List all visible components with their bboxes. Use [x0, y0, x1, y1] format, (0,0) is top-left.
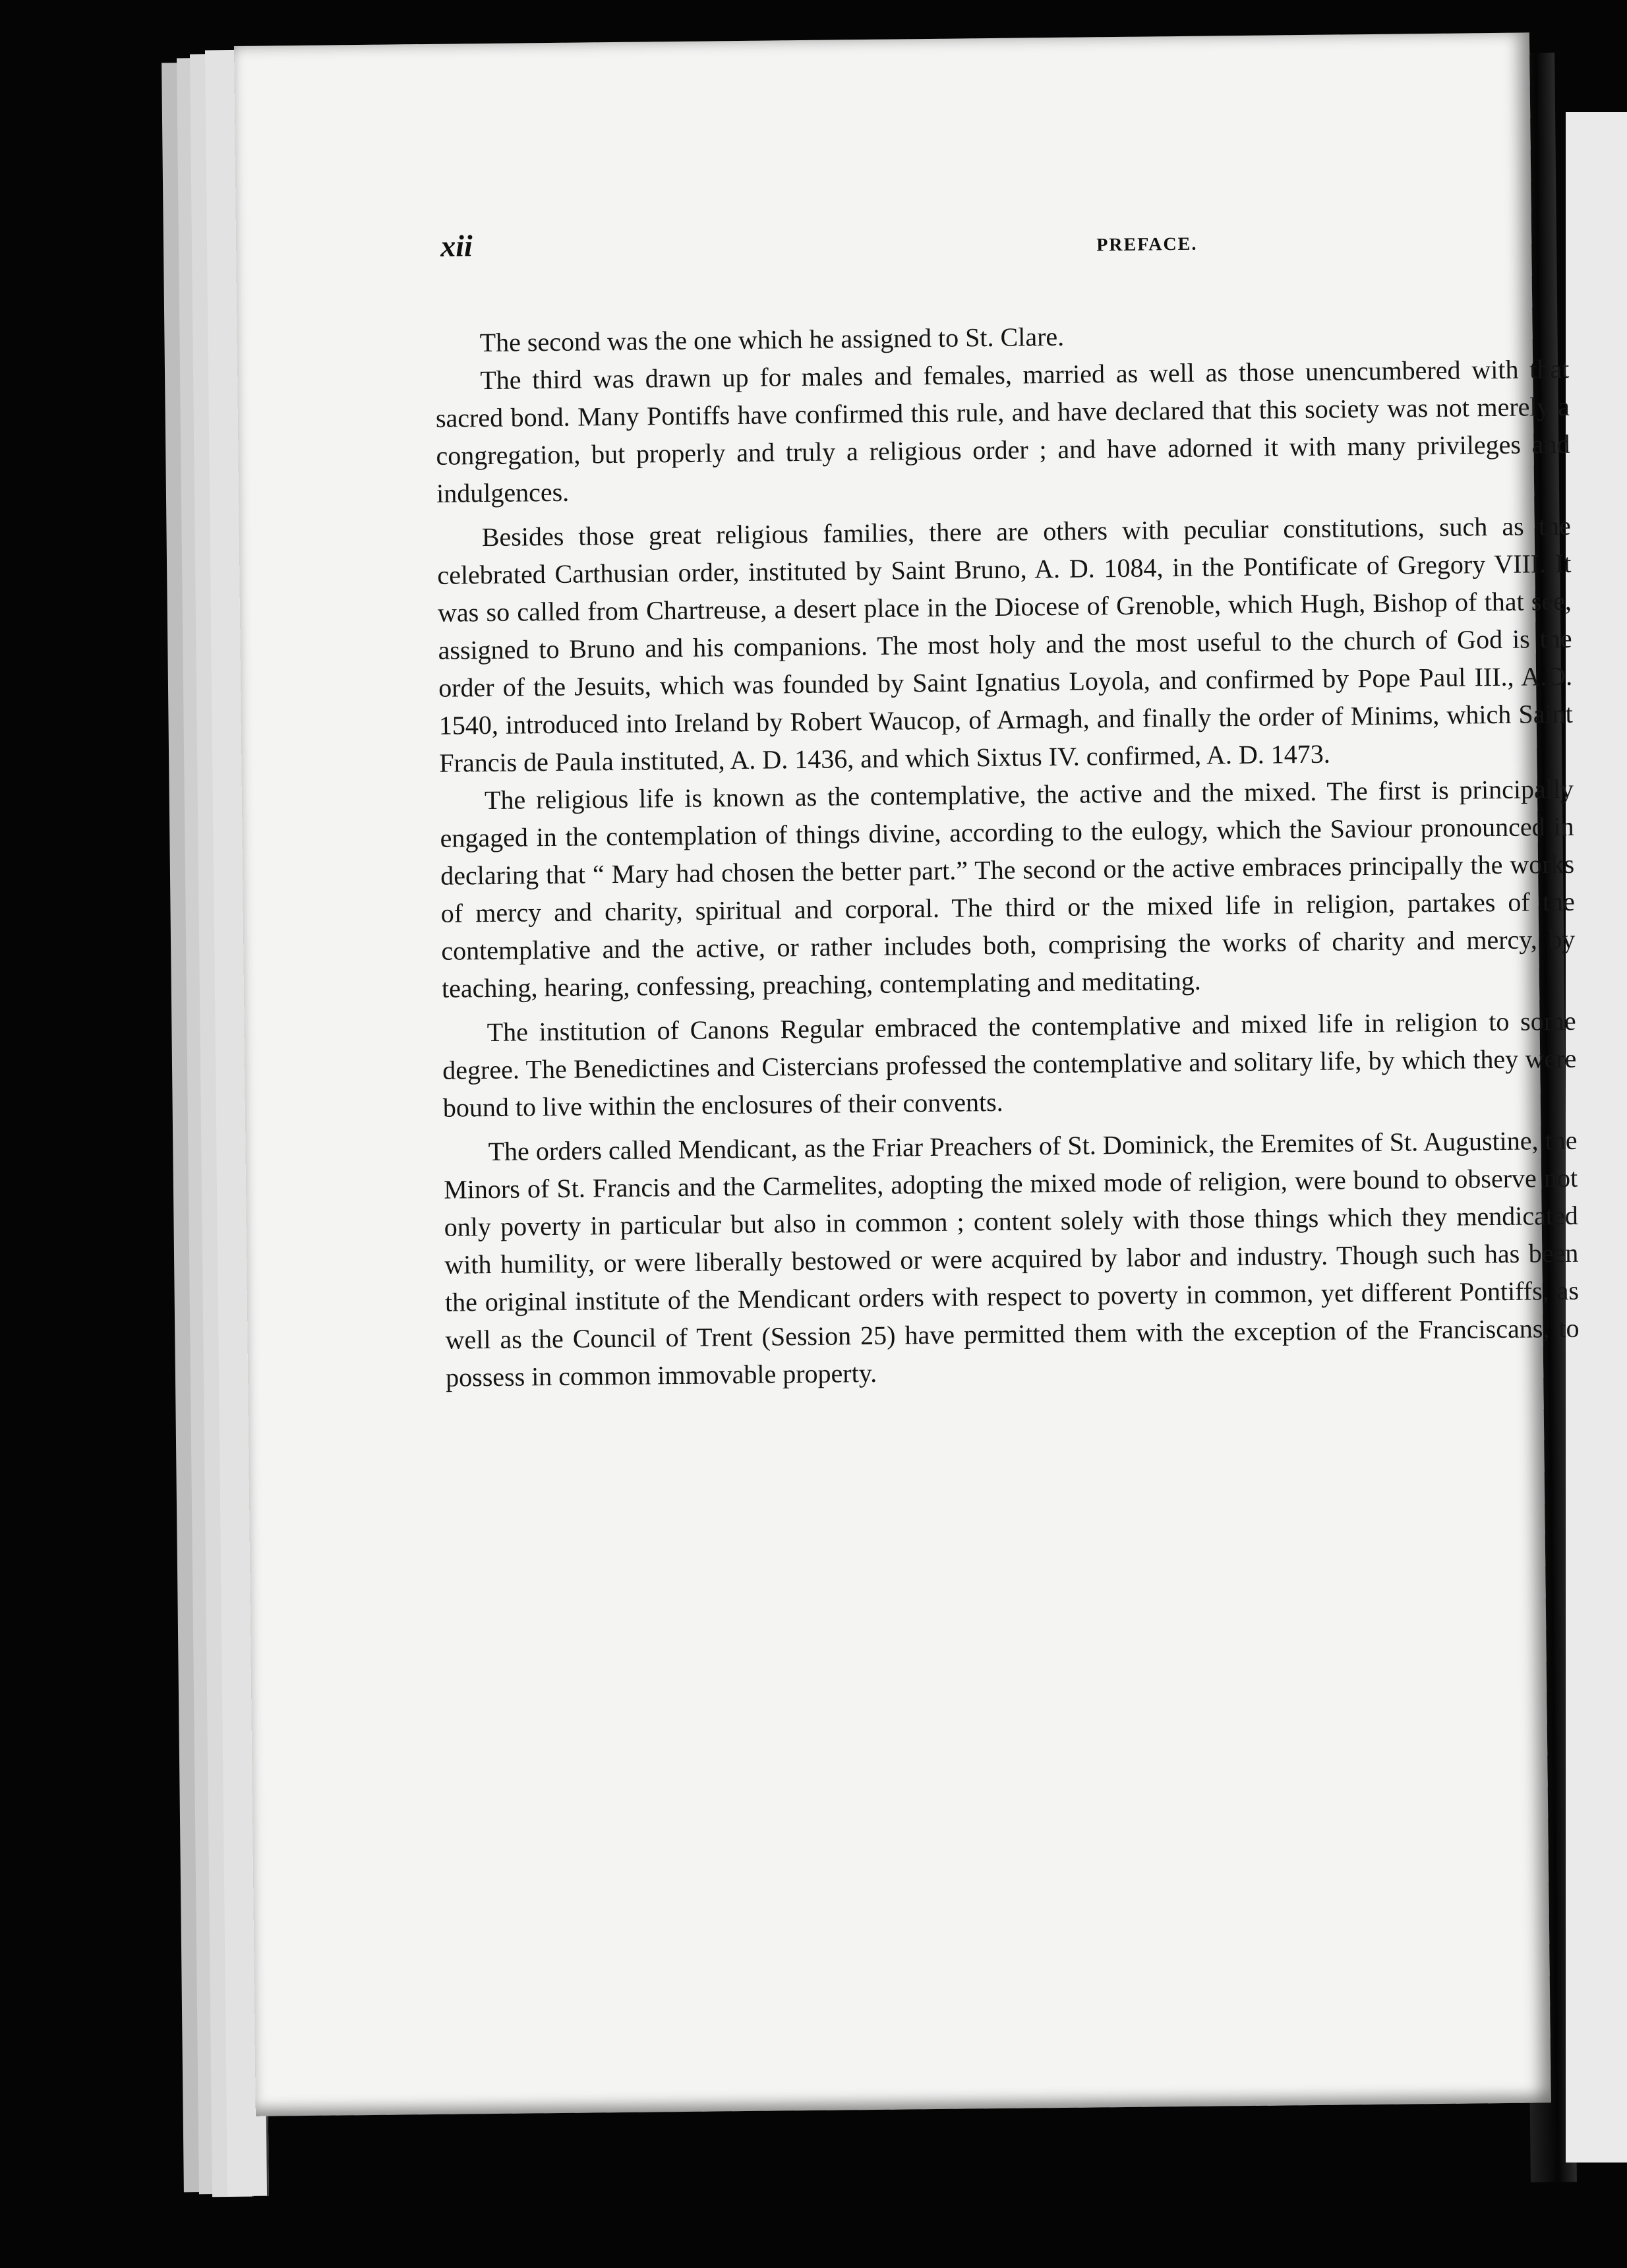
running-head-title: PREFACE. [1096, 233, 1198, 256]
paragraph: The second was the one which he assigned to St. Clare. [479, 321, 1065, 358]
paragraph: The third was drawn up for males and females, married as well as those unencumbered with that sacred bond. Many Pontiffs have confirmed this rule, and have declared that this society was not merely a congregation, but properly and truly a religious order ; and have adorned it with many privileges and indulgences. [435, 353, 1570, 508]
paragraph: The institution of Canons Regular embraced the contemplative and mixed life in religion to some degree. The Benedictines and Cistercians professed the contemplative and solitary life, by which they were bound to live within the enclosures of their convents. [442, 1005, 1577, 1123]
body-text [434, 313, 1580, 1396]
paragraph: The orders called Mendicant, as the Friar Preachers of St. Dominick, the Eremites of St. Augustine, the Minors of St. Francis and the Carmelites, adopting the mixed mode of religion, were bound to observe not only poverty in particular but also in common ; content solely with those things which they mendicated with humility, or were liberally bestowed or were acquired by labor and industry. Though such has been the original institute of the Mendicant orders with respect to poverty in common, yet different Pontiffs, as well as the Council of Trent (Session 25) have permitted them with the exception of the Franciscans, to possess in common immovable property. [443, 1125, 1580, 1392]
running-head [440, 217, 1574, 263]
book-page [234, 32, 1580, 2116]
paragraph: Besides those great religious families, there are others with peculiar constitutions, such as the celebrated Carthusian order, instituted by Saint Bruno, A. D. 1084, in the Pontificate of Gregory VIII. It was so called from Chartreuse, a desert place in the Diocese of Grenoble, which Hugh, Bishop of that see, assigned to Bruno and his companions. The most holy and the most useful to the church of God is the order of the Jesuits, which was founded by Saint Ignatius Loyola, and confirmed by Pope Paul III., A.D. 1540, introduced into Ireland by Robert Waucop, of Armagh, and finally the order of Minims, which Saint Francis de Paula instituted, A. D. 1436, and which Sixtus IV. confirmed, A. D. 1473. [437, 510, 1573, 778]
paragraph: The religious life is known as the contemplative, the active and the mixed. The first is principally engaged in the contemplation of things divine, according to the eulogy, which the Saviour pronounced in declaring that “ Mary had chosen the better part.” The second or the active embraces principally the works of mercy and charity, spiritual and corporal. The third or the mixed life in religion, partakes of the contemplative and the active, or rather includes both, comprising the works of charity and mercy, by teaching, hearing, confessing, preaching, contemplating and meditating. [440, 773, 1576, 1003]
page-number: xii [440, 229, 473, 263]
